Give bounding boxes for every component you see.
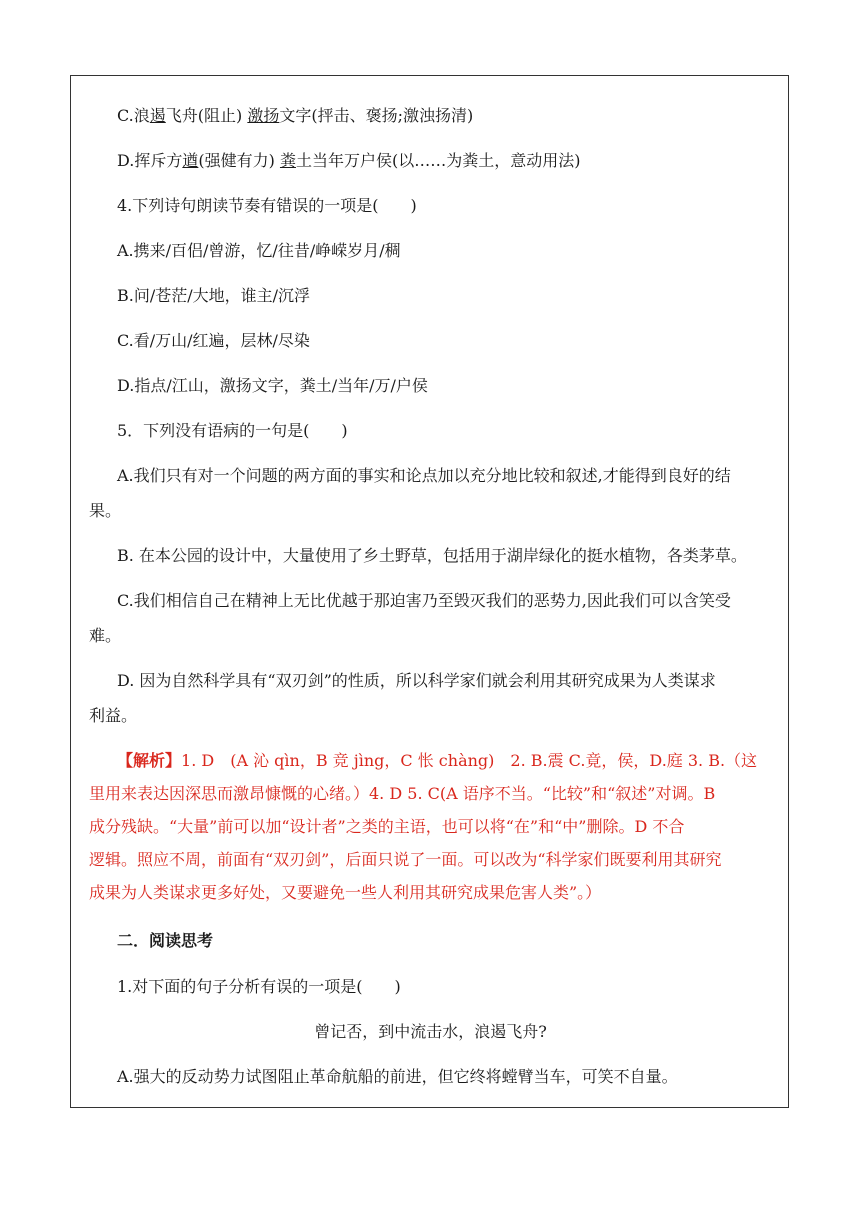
text: 土当年万户侯(以……为粪土，意动用法)	[295, 151, 581, 170]
question-5-option-a-line1: A.我们只有对一个问题的两方面的事实和论点加以充分地比较和叙述,才能得到良好的结	[117, 466, 731, 485]
reading-question-1-stem: 1.对下面的句子分析有误的一项是( )	[117, 977, 401, 996]
analysis-line-5: 成果为人类谋求更多好处，又要避免一些人利用其研究成果危害人类”。）	[89, 883, 602, 902]
question-4-option-d: D.指点/江山，激扬文字，粪土/当年/万/户侯	[117, 376, 428, 395]
reading-question-1-option-a: A.强大的反动势力试图阻止革命航船的前进，但它终将螳臂当车，可笑不自量。	[117, 1067, 678, 1086]
analysis-line-1	[71, 747, 836, 775]
text: 飞舟(阻止)	[165, 106, 248, 125]
question-4-stem: 4.下列诗句朗读节奏有错误的一项是( )	[117, 196, 417, 215]
document-table	[70, 75, 789, 1108]
text: D.挥斥方	[117, 151, 183, 170]
analysis-tag: 【解析】	[117, 751, 182, 770]
analysis-text: 1. D (A 沁 qìn，B 竞 jìng，C 怅 chàng) 2. B.震 C.竟，侯，D.庭 3. B.（这	[181, 751, 758, 770]
option-c-line	[71, 102, 836, 130]
text: C.浪	[117, 106, 150, 125]
question-4-option-a: A.携来/百侣/曾游，忆/往昔/峥嵘岁月/稠	[117, 241, 401, 260]
analysis-line-2: 里用来表达因深思而激昂慷慨的心绪。）4. D 5. C(A 语序不当。“比较”和“叙述”对调。B	[89, 784, 716, 803]
section-heading: 二．阅读思考	[117, 931, 214, 950]
analysis-line-3: 成分残缺。“大量”前可以加“设计者”之类的主语，也可以将“在”和“中”删除。D 不合	[89, 817, 685, 836]
question-5-stem: 5．下列没有语病的一句是( )	[117, 421, 348, 440]
question-5-option-d-line2: 利益。	[89, 706, 138, 725]
underlined-char: 遏	[149, 106, 166, 125]
underlined-word: 激扬	[247, 106, 280, 125]
underlined-char: 粪	[279, 151, 296, 170]
question-5-option-d-line1: D. 因为自然科学具有“双刃剑”的性质，所以科学家们就会利用其研究成果为人类谋求	[117, 671, 716, 690]
underlined-char: 遒	[182, 151, 199, 170]
text: 文字(抨击、褒扬;激浊扬清)	[279, 106, 474, 125]
question-5-option-b: B. 在本公园的设计中，大量使用了乡土野草，包括用于湖岸绿化的挺水植物，各类茅草。	[117, 546, 747, 565]
question-4-option-c: C.看/万山/红遍，层林/尽染	[117, 331, 310, 350]
option-d-line	[71, 147, 836, 175]
analysis-line-4: 逻辑。照应不周，前面有“双刃剑”，后面只说了一面。可以改为“科学家们既要利用其研究	[89, 850, 722, 869]
question-5-option-a-line2: 果。	[89, 501, 122, 520]
question-5-option-c-line2: 难。	[89, 626, 122, 645]
question-5-option-c-line1: C.我们相信自己在精神上无比优越于那迫害乃至毁灭我们的恶势力,因此我们可以含笑受	[117, 591, 731, 610]
question-4-option-b: B.问/苍茫/大地，谁主/沉浮	[117, 286, 311, 305]
text: (强健有力)	[198, 151, 280, 170]
quoted-sentence: 曾记否，到中流击水，浪遏飞舟?	[314, 1022, 547, 1041]
